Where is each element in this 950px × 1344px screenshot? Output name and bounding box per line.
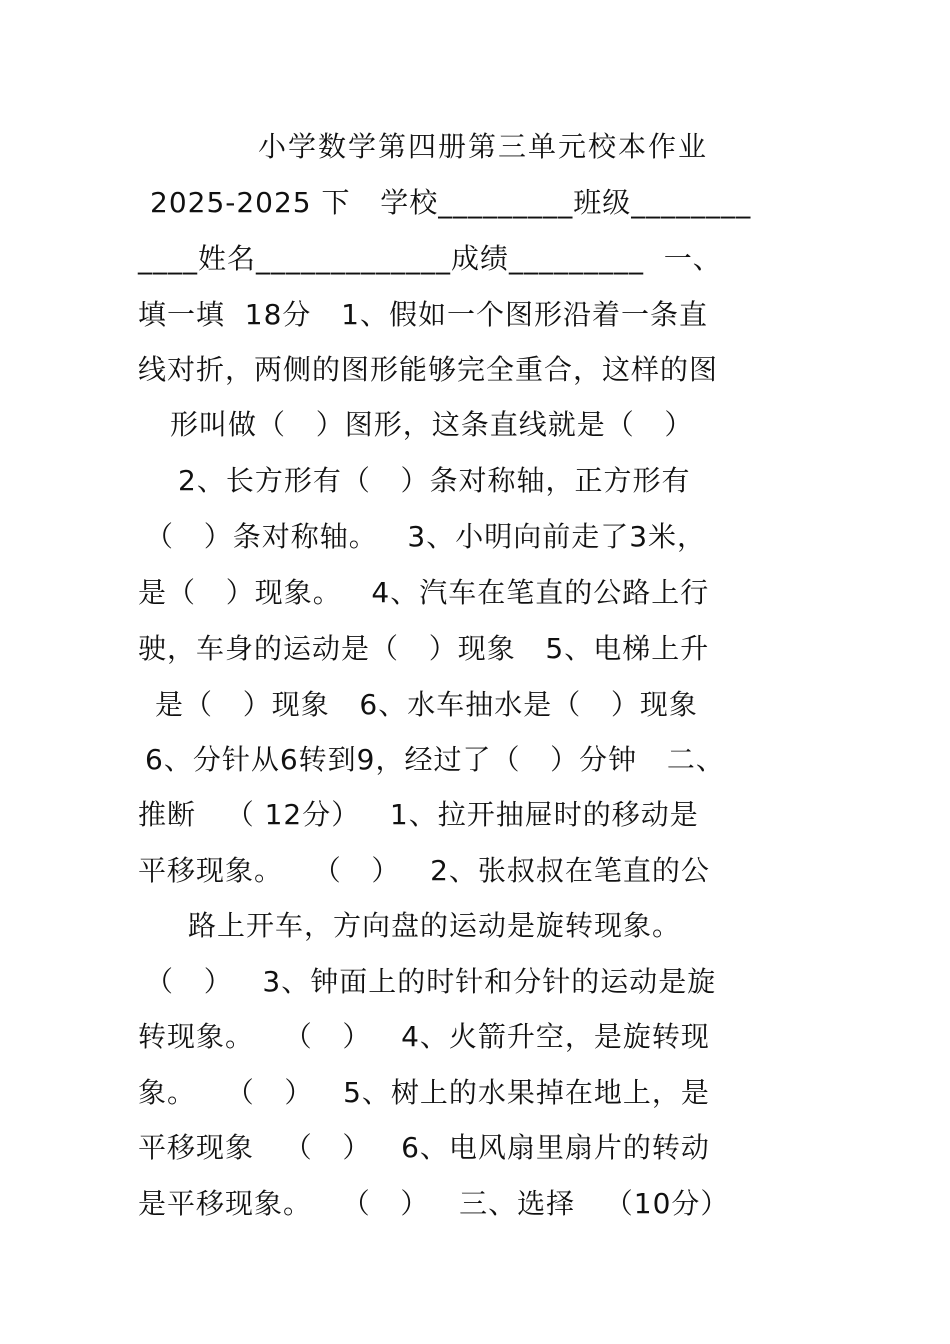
text-line-4: 线对折，两侧的图形能够完全重合，这样的图 bbox=[138, 353, 719, 386]
text-line-5: 形叫做（ ）图形，这条直线就是（ ） bbox=[170, 408, 694, 441]
text-line-18: 平移现象 （ ） 6、电风扇里扇片的转动 bbox=[138, 1131, 710, 1164]
text-line-6: 2、长方形有（ ）条对称轴，正方形有 bbox=[178, 464, 691, 497]
text-line-7: （ ）条对称轴。 3、小明向前走了3米， bbox=[145, 520, 707, 553]
text-line-1: 2025-2025 下 学校_________班级________ bbox=[150, 186, 752, 219]
text-line-14: 路上开车，方向盘的运动是旋转现象。 bbox=[188, 909, 682, 942]
text-line-2: ____姓名_____________成绩_________ 一、 bbox=[138, 242, 722, 275]
text-line-10: 是（ ）现象 6、水车抽水是（ ）现象 bbox=[155, 688, 698, 721]
text-line-9: 驶，车身的运动是（ ）现象 5、电梯上升 bbox=[138, 632, 710, 665]
text-line-19: 是平移现象。 （ ） 三、选择 （10分） bbox=[138, 1187, 730, 1220]
text-line-8: 是（ ）现象。 4、汽车在笔直的公路上行 bbox=[138, 576, 710, 609]
document-title: 小学数学第四册第三单元校本作业 bbox=[258, 130, 709, 163]
text-line-3: 填一填 18分 1、假如一个图形沿着一条直 bbox=[138, 298, 708, 331]
text-line-17: 象。 （ ） 5、树上的水果掉在地上，是 bbox=[138, 1076, 710, 1109]
text-line-11: 6、分针从6转到9，经过了（ ）分钟 二、 bbox=[145, 743, 725, 776]
text-line-16: 转现象。 （ ） 4、火箭升空，是旋转现 bbox=[138, 1020, 710, 1053]
text-line-12: 推断 （ 12分） 1、拉开抽屉时的移动是 bbox=[138, 798, 699, 831]
text-line-13: 平移现象。 （ ） 2、张叔叔在笔直的公 bbox=[138, 854, 710, 887]
text-line-15: （ ） 3、钟面上的时针和分针的运动是旋 bbox=[145, 965, 717, 998]
